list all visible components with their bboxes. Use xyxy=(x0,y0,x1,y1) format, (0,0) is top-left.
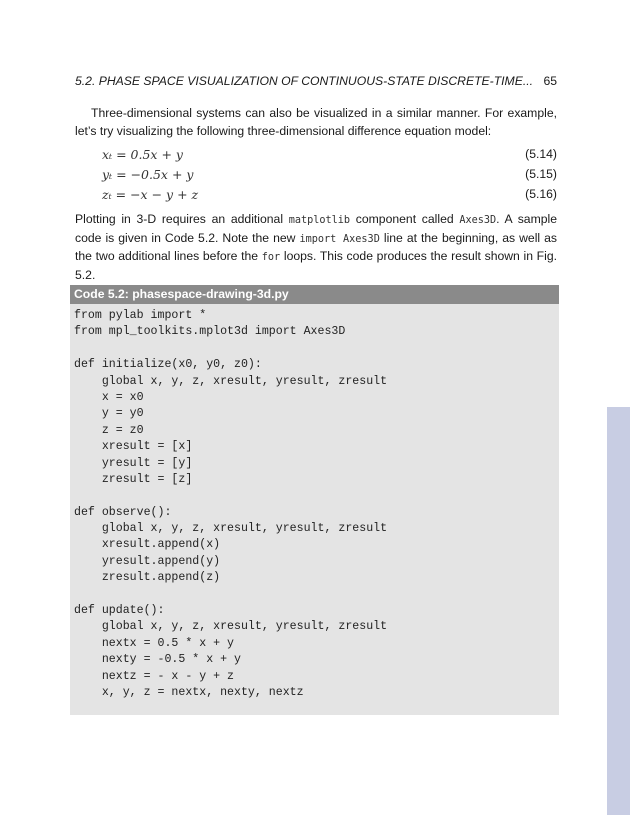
code-line: global x, y, z, xresult, yresult, zresult xyxy=(74,374,388,388)
chapter-thumb-tab xyxy=(607,407,630,815)
code-line xyxy=(70,341,559,357)
page-number: 65 xyxy=(543,74,557,88)
equation-expression: zₜ = −x − y + z xyxy=(102,187,199,202)
equation-number: (5.15) xyxy=(525,167,557,181)
code-line: nexty = -0.5 * x + y xyxy=(74,653,241,667)
text-run: line at the beginning, as well as the two additional lines before the xyxy=(75,230,557,263)
code-line: x, y, z = nextx, nexty, nextz xyxy=(74,685,304,699)
code-listing xyxy=(70,285,559,715)
equation-number: (5.16) xyxy=(525,187,557,201)
text-run: Plotting in 3-D requires an additional xyxy=(75,212,289,226)
equation-5-14 xyxy=(102,147,557,165)
code-line: zresult = [z] xyxy=(74,472,193,486)
text-run: . A sample code is given in Code 5.2. Note the new xyxy=(75,212,557,245)
equation-expression: xₜ = 0.5x + y xyxy=(102,147,183,162)
code-line: xresult.append(x) xyxy=(74,538,221,552)
code-line: global x, y, z, xresult, yresult, zresult xyxy=(74,620,388,634)
code-line: yresult.append(y) xyxy=(74,554,221,568)
code-line xyxy=(70,587,559,603)
inline-code: Axes3D xyxy=(459,215,497,226)
code-line: z = z0 xyxy=(74,423,144,437)
code-line xyxy=(70,488,559,504)
equation-5-16 xyxy=(102,187,557,205)
text-run: loops. This code produces the result shown in Fig. 5.2. xyxy=(75,249,557,282)
inline-code: for xyxy=(261,252,281,263)
code-line: def observe(): xyxy=(74,505,172,519)
code-line: def update(): xyxy=(74,604,165,618)
equation-expression: yₜ = −0.5x + y xyxy=(102,167,194,182)
running-header xyxy=(75,73,557,89)
intro-line-2: let’s try visualizing the following three-dimensional difference equation model: xyxy=(75,124,492,138)
equation-number: (5.14) xyxy=(525,147,557,161)
code-line: xresult = [x] xyxy=(74,440,193,454)
code-line: nextx = 0.5 * x + y xyxy=(74,636,235,650)
intro-line-1: Three-dimensional systems can also be visualized in a similar manner. For example, xyxy=(91,106,557,120)
body-paragraph xyxy=(75,211,557,283)
code-line: zresult.append(z) xyxy=(74,571,221,585)
code-listing-title: Code 5.2: phasespace-drawing-3d.py xyxy=(70,285,559,304)
code-line: global x, y, z, xresult, yresult, zresult xyxy=(74,522,388,536)
code-line: x = x0 xyxy=(74,390,144,404)
chapter-section-title: 5.2. PHASE SPACE VISUALIZATION OF CONTINUOUS-STATE DISCRETE-TIME... xyxy=(75,74,533,88)
code-line: yresult = [y] xyxy=(74,456,193,470)
code-line: from mpl_toolkits.mplot3d import Axes3D xyxy=(74,325,346,339)
code-line: y = y0 xyxy=(74,407,144,421)
inline-code: matplotlib xyxy=(288,215,351,226)
code-line: from pylab import * xyxy=(74,309,207,322)
intro-paragraph xyxy=(75,104,557,140)
code-line: def initialize(x0, y0, z0): xyxy=(74,358,262,372)
code-lines xyxy=(70,304,559,701)
code-line: nextz = - x - y + z xyxy=(74,669,235,683)
text-run: component called xyxy=(350,212,460,226)
equation-5-15 xyxy=(102,167,557,185)
inline-code: import Axes3D xyxy=(299,233,380,245)
